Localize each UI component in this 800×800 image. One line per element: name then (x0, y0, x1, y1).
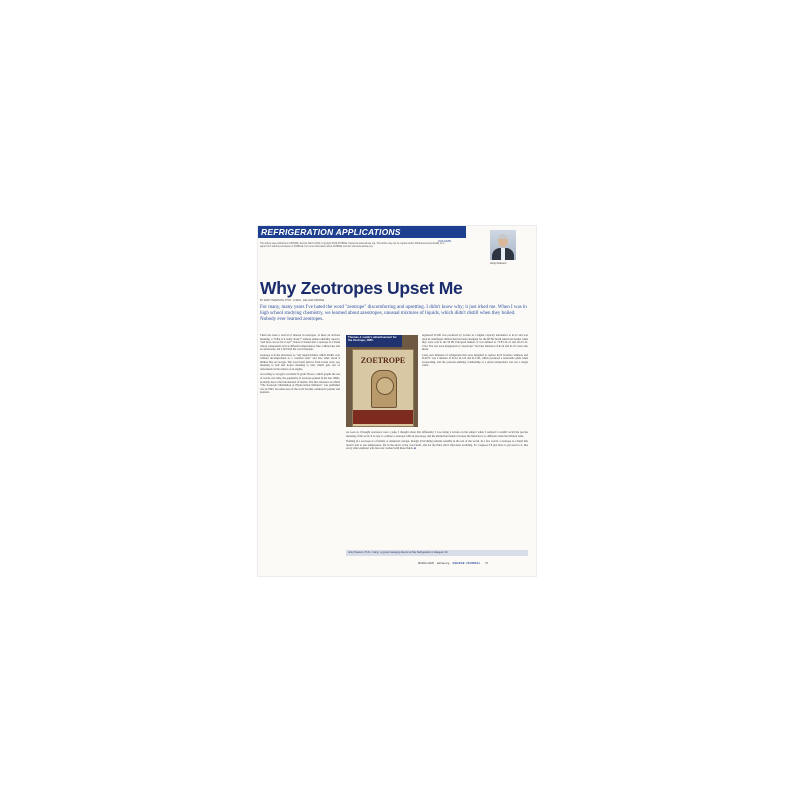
author-bio: Andy Pearson, Ph.D., C.Eng., is group managing director at Star Refrigeration in Glasgow, UK. (348, 551, 449, 554)
page-folio (418, 562, 488, 565)
section-tag: REFRIGERATION APPLICATIONS (261, 227, 401, 237)
zoetrope-device-illustration (371, 370, 397, 408)
body-column-right-bottom (346, 431, 528, 453)
body-paragraph: Zeotrope is in the dictionary as "any liquid mixture which distills over without decomposition or a constant ratio" and also other about 9 million hits on Google. The word itself derives from Greek roots, zeo meaning to boil and tropos meaning to turn, which gets sort of unfortunate in the notion of an engine. (260, 353, 340, 371)
section-header-band (258, 226, 466, 238)
author-bio-strip (346, 550, 528, 556)
figure-caption-box (346, 335, 402, 347)
author-photo (490, 230, 516, 260)
body-paragraph: Later, new mixtures of refrigerants that were designed to replace R-22 became common, and R-407C was a mixture of R-32, R-125 and R-134a, which produced a noticeable glide when evaporating, and the pressure-enthalpy relationship at a given temperature was not a single value. (422, 353, 528, 368)
author-photo-caption: Andy Pearson (490, 262, 507, 265)
body-paragraph: As soon as I thought zeotropes were a joke, I thought about this differently. I was doing a lecture on the subject when I realized I couldn't recall the precise meaning of the word. It is easy to confuse a zeotrope with an azeotrope, and the distinction matters because the behavior is so different when the mixture boils. (346, 431, 528, 438)
column-label: COLUMN (438, 239, 452, 243)
article-figure (346, 335, 418, 427)
figure-caption: Thomas J. Lamb's advertisement for the Zeotrope, 1865. (348, 335, 397, 343)
site-name: ashrae.org (436, 562, 450, 565)
page-number: 73 (484, 562, 488, 565)
issue-date: MARCH 2020 (418, 562, 435, 565)
figure-brand-text: ZOETROPE (360, 356, 406, 365)
journal-page (258, 226, 536, 576)
article-title: Why Zeotropes Upset Me (260, 278, 463, 298)
article-deck: For many, many years I've hated the word "zeotrope" discomforting and upsetting. I didn't know why; it just irked me. When I was in high school studying chemistry, we learned about azeotropes, unusual mixtures of liquids, which didn't distill when they boiled. Nobody ever learned zeotropes. (260, 305, 527, 322)
vintage-advertisement-image (352, 349, 414, 427)
end-mark-icon: ■ (414, 447, 416, 451)
body-paragraph: According to Google's excellent N-gram Viewer, which graphs the use of words over time, the popularity of zeotrope peaked in the late 1990s, probably due to the introduction of blends. The first reference in which "The Zeotropic Distillation of Hydrocarbon Mixtures" was published was in 1893, but other uses of the word became common in patents and journals. (260, 373, 341, 395)
article-byline: BY ANDY PEARSON, PH.D., C.ENG., FELLOW ASHRAE (260, 299, 325, 302)
body-paragraph: There has been a revival of interest in zeotropes. Is there an obvious meaning, a "What is it really about?" without undue reliability aspects, "and how can we fix it up?" I know it means that a zeotrope is a blend whose components boil at different temperatures, like a dilute lake and an anti-freeze, but I still find the word tiresome. (260, 334, 340, 352)
body-paragraph-text: Nothing in a zeotrope is a friendly or unnatural concept, though. Everything remains sensible in the rest of the world. In a few words: a zeotrope is a blend that doesn't boil at one temperature. Yet in the end it is the word itself, and not the fluid, that I find most troubling. So I suppose I'll just have to get used to it, like every other engineer who has ever worked with these fluids. (346, 440, 528, 451)
body-column-right-top (422, 334, 528, 370)
journal-name: ASHRAE JOURNAL (452, 562, 481, 565)
body-paragraph (346, 440, 528, 451)
copyright-notice: This article was published in ASHRAE Journal, March 2020. Copyright 2020 ASHRAE. Posted at www.ashrae.org. This article may not be copied and/or distributed electronically or in paper form without permission of ASHRAE. For more information about ASHRAE Journal, visit www.ashrae.org. (260, 243, 445, 249)
body-column-left (260, 334, 340, 397)
body-paragraph: registered R-500 was produced by Carrier as a higher capacity alternative to R-12 and was used in centrifugal chillers that had been designed for the 60 Hz North American market when they were sold to the 50 Hz European market. It was defined as 73.8% R-12 and 26.2% R-152a. The rest were designated as "azeotropic" but later mixtures of R-22 and R-115 were also made. (422, 334, 528, 352)
